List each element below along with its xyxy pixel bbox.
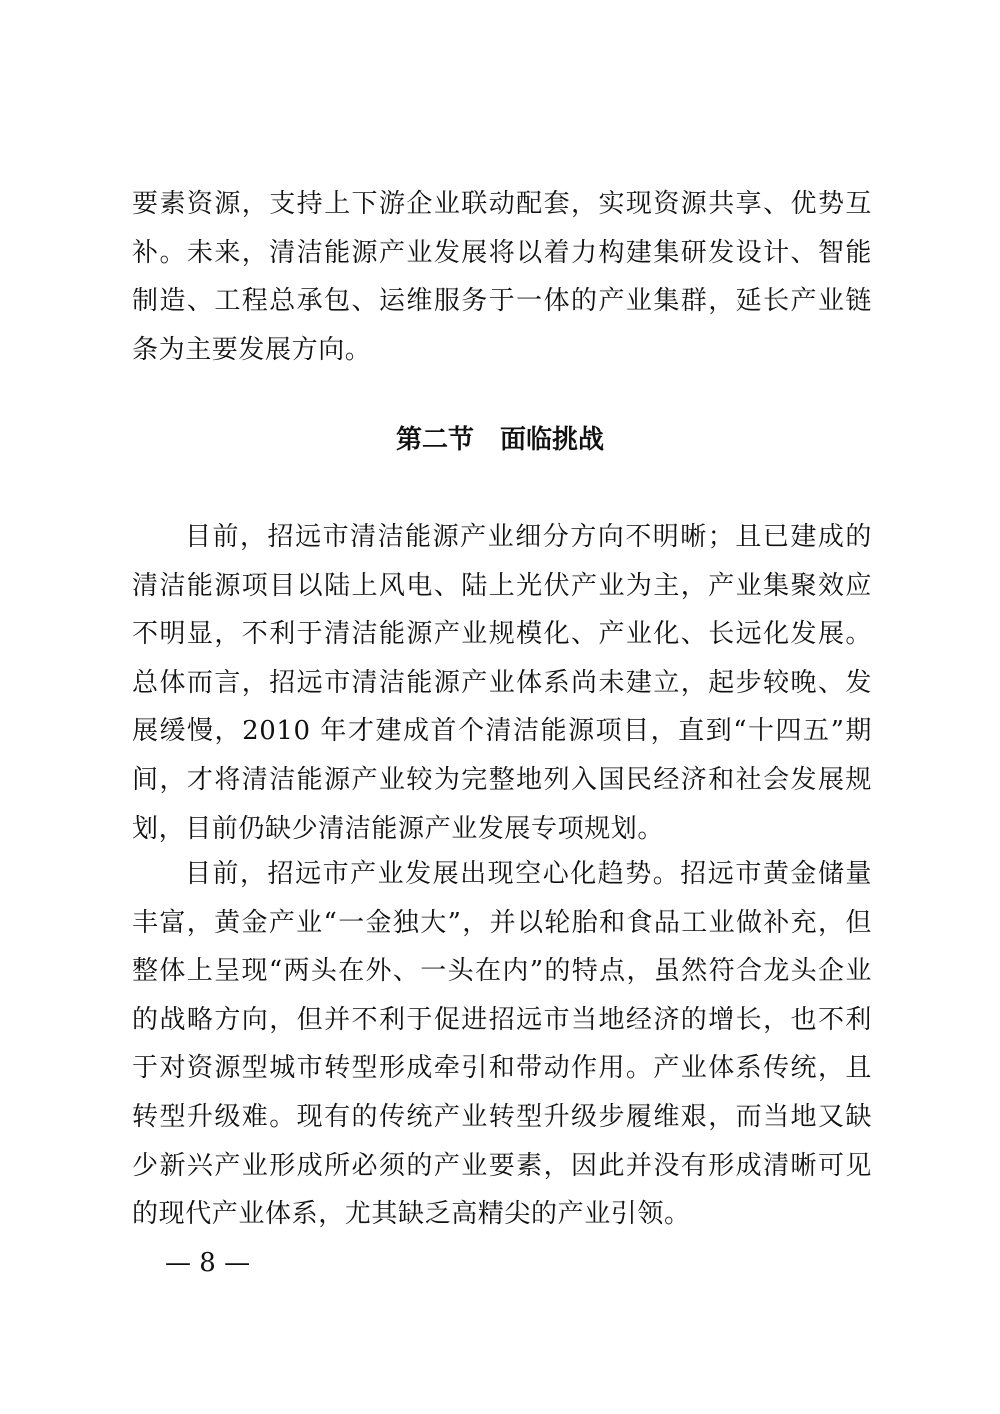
paragraph-1: 目前，招远市清洁能源产业细分方向不明晰；且已建成的清洁能源项目以陆上风电、陆上光伏产业为主，产业集聚效应不明显，不利于清洁能源产业规模化、产业化、长远化发展。总体而言，招远市清洁能源产业体系尚未建立，起步较晚、发展缓慢，2010 年才建成首个清洁能源项目，直到“十四五”期间，才将清洁能源产业较为完整地列入国民经济和社会发展规划，目前仍缺少清洁能源产业发展专项规划。 bbox=[132, 522, 872, 844]
continued-paragraph: 要素资源，支持上下游企业联动配套，实现资源共享、优势互补。未来，清洁能源产业发展将以着力构建集研发设计、智能制造、工程总承包、运维服务于一体的产业集群，延长产业链条为主要发展方向。 bbox=[132, 189, 872, 365]
page-number: — 8 — bbox=[165, 1248, 251, 1278]
section-title: 第二节 面临挑战 bbox=[395, 425, 604, 455]
paragraph-2: 目前，招远市产业发展出现空心化趋势。招远市黄金储量丰富，黄金产业“一金独大”，并以轮胎和食品工业做补充，但整体上呈现“两头在外、一头在内”的特点，虽然符合龙头企业的战略方向，但并不利于促进招远市当地经济的增长，也不利于对资源型城市转型形成牵引和带动作用。产业体系传统，且转型升级难。现有的传统产业转型升级步履维艰，而当地又缺少新兴产业形成所必须的产业要素，因此并没有形成清晰可见的现代产业体系，尤其缺乏高精尖的产业引领。 bbox=[132, 859, 872, 1230]
